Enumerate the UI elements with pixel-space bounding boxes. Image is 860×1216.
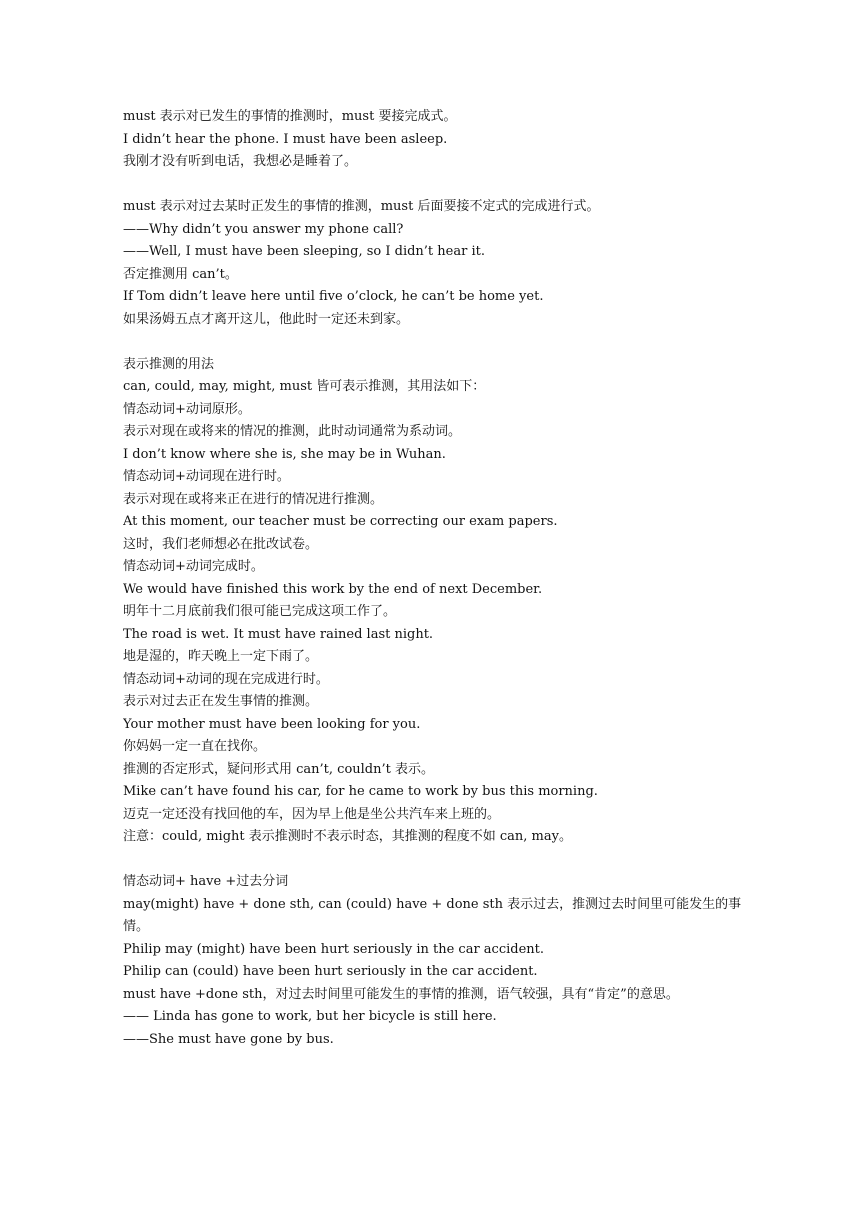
text-line: 明年十二月底前我们很可能已完成这项工作了。 bbox=[123, 604, 397, 619]
text-line: 表示推测的用法 bbox=[123, 356, 215, 372]
text-line: 推测的否定形式，疑问形式用 can’t, couldn’t 表示。 bbox=[123, 761, 434, 777]
text-line: Mike can’t have found his car, for he came to work by bus this morning. bbox=[123, 784, 598, 799]
text-line: 你妈妈一定一直在找你。 bbox=[123, 739, 267, 754]
text-line: —— Linda has gone to work, but her bicycle is still here. bbox=[123, 1009, 497, 1024]
text-line: 如果汤姆五点才离开这儿，他此时一定还未到家。 bbox=[123, 311, 410, 327]
text-line: ——She must have gone by bus. bbox=[123, 1031, 334, 1047]
text-line: At this moment, our teacher must be correcting our exam papers. bbox=[123, 514, 558, 529]
text-line: The road is wet. It must have rained last night. bbox=[123, 626, 434, 642]
text-line: 迈克一定还没有找回他的车，因为早上他是坐公共汽车来上班的。 bbox=[123, 806, 501, 822]
blank-line bbox=[123, 849, 743, 872]
text-line: 表示对现在或将来的情况的推测，此时动词通常为系动词。 bbox=[123, 424, 462, 439]
text-line: may(might) have + done sth, can (could) have + done sth 表示过去，推测过去时间里可能发生的事情。 bbox=[123, 896, 742, 934]
document-body bbox=[123, 106, 743, 1051]
text-line: I didn’t hear the phone. I must have been asleep. bbox=[123, 131, 448, 147]
text-line: 情态动词+ have +过去分词 bbox=[123, 874, 289, 889]
text-line: must have +done sth，对过去时间里可能发生的事情的推测，语气较强，具有“肯定”的意思。 bbox=[123, 986, 679, 1002]
text-line: 这时，我们老师想必在批改试卷。 bbox=[123, 536, 319, 552]
blank-line bbox=[123, 331, 743, 354]
text-line: ——Well, I must have been sleeping, so I didn’t hear it. bbox=[123, 244, 485, 259]
text-line: must 表示对过去某时正发生的事情的推测，must 后面要接不定式的完成进行式。 bbox=[123, 199, 600, 214]
text-line: Philip may (might) have been hurt seriously in the car accident. bbox=[123, 941, 545, 957]
text-line: can, could, may, might, must 皆可表示推测，其用法如下： bbox=[123, 379, 486, 394]
text-line: I don’t know where she is, she may be in Wuhan. bbox=[123, 446, 446, 462]
text-line: ——Why didn’t you answer my phone call? bbox=[123, 221, 404, 237]
text-line: 情态动词+动词的现在完成进行时。 bbox=[123, 671, 329, 687]
text-line: must 表示对已发生的事情的推测时，must 要接完成式。 bbox=[123, 109, 457, 124]
text-line: If Tom didn’t leave here until five o’clock, he can’t be home yet. bbox=[123, 289, 544, 304]
text-line: Philip can (could) have been hurt seriously in the car accident. bbox=[123, 964, 538, 979]
text-line: 表示对现在或将来正在进行的情况进行推测。 bbox=[123, 491, 384, 507]
text-line: We would have finished this work by the end of next December. bbox=[123, 581, 543, 597]
text-line: 情态动词+动词完成时。 bbox=[123, 559, 264, 574]
text-line: 表示对过去正在发生事情的推测。 bbox=[123, 694, 319, 709]
blank-line bbox=[123, 174, 743, 197]
text-line: 注意：could, might 表示推测时不表示时态，其推测的程度不如 can, may。 bbox=[123, 829, 572, 844]
text-line: 情态动词+动词原形。 bbox=[123, 401, 251, 417]
text-line: 地是湿的，昨天晚上一定下雨了。 bbox=[123, 649, 319, 664]
text-line: 我刚才没有听到电话，我想必是睡着了。 bbox=[123, 154, 358, 169]
text-line: 否定推测用 can’t。 bbox=[123, 266, 238, 282]
text-line: 情态动词+动词现在进行时。 bbox=[123, 469, 290, 484]
text-line: Your mother must have been looking for you. bbox=[123, 716, 421, 732]
